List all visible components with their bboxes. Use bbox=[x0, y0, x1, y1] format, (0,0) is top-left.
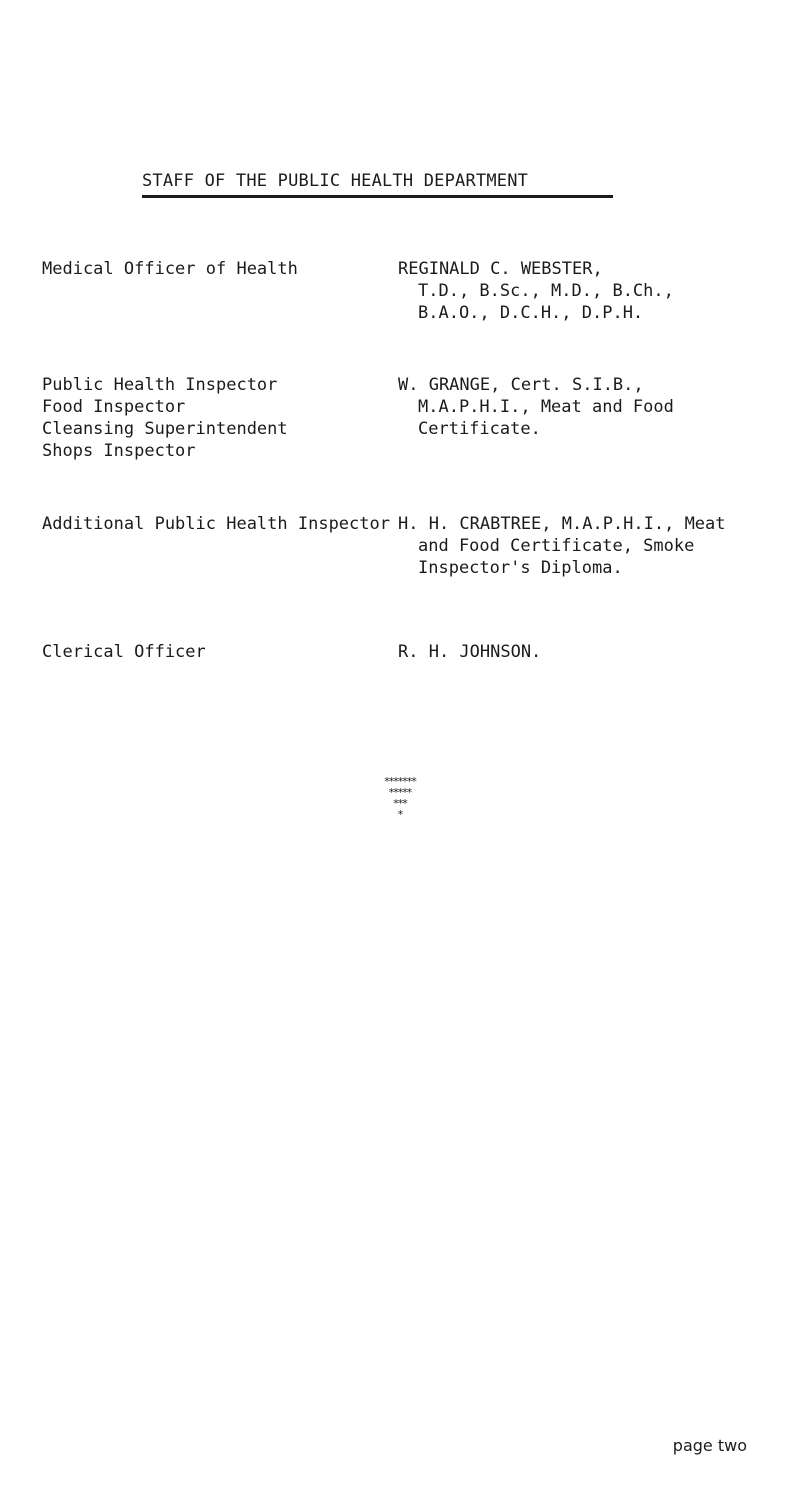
staff-qualifications: T.D., B.Sc., M.D., B.Ch., bbox=[418, 281, 674, 301]
star-row: ***** bbox=[388, 786, 412, 799]
staff-name: REGINALD C. WEBSTER, bbox=[398, 259, 603, 279]
staff-qualifications: Certificate. bbox=[418, 419, 541, 439]
star-row: *** bbox=[393, 797, 407, 810]
staff-name: H. H. CRABTREE, M.A.P.H.I., Meat bbox=[398, 514, 726, 534]
page-number: page two bbox=[672, 1436, 747, 1455]
staff-qualifications: and Food Certificate, Smoke bbox=[418, 536, 695, 556]
role-column bbox=[42, 641, 402, 663]
role-label: Additional Public Health Inspector bbox=[42, 514, 390, 534]
role-label: Public Health Inspector bbox=[42, 375, 278, 395]
page-title: STAFF OF THE PUBLIC HEALTH DEPARTMENT bbox=[142, 171, 529, 191]
role-label: Clerical Officer bbox=[42, 642, 206, 662]
star-ornament bbox=[300, 776, 500, 820]
star-row: * bbox=[397, 808, 403, 821]
name-column bbox=[398, 513, 788, 579]
role-label: Cleansing Superintendent bbox=[42, 419, 288, 439]
role-column bbox=[42, 374, 402, 462]
role-label: Food Inspector bbox=[42, 397, 186, 417]
staff-qualifications: B.A.O., D.C.H., D.P.H. bbox=[418, 303, 644, 323]
role-label: Medical Officer of Health bbox=[42, 259, 298, 279]
title-underline bbox=[142, 195, 613, 198]
name-column bbox=[398, 258, 788, 324]
role-column bbox=[42, 513, 402, 535]
role-column bbox=[42, 258, 402, 280]
name-column bbox=[398, 374, 788, 440]
staff-name: R. H. JOHNSON. bbox=[398, 642, 542, 662]
role-label: Shops Inspector bbox=[42, 441, 196, 461]
name-column bbox=[398, 641, 788, 663]
staff-qualifications: M.A.P.H.I., Meat and Food bbox=[418, 397, 674, 417]
star-row: ******* bbox=[384, 775, 416, 788]
staff-name: W. GRANGE, Cert. S.I.B., bbox=[398, 375, 644, 395]
staff-qualifications: Inspector's Diploma. bbox=[418, 558, 623, 578]
